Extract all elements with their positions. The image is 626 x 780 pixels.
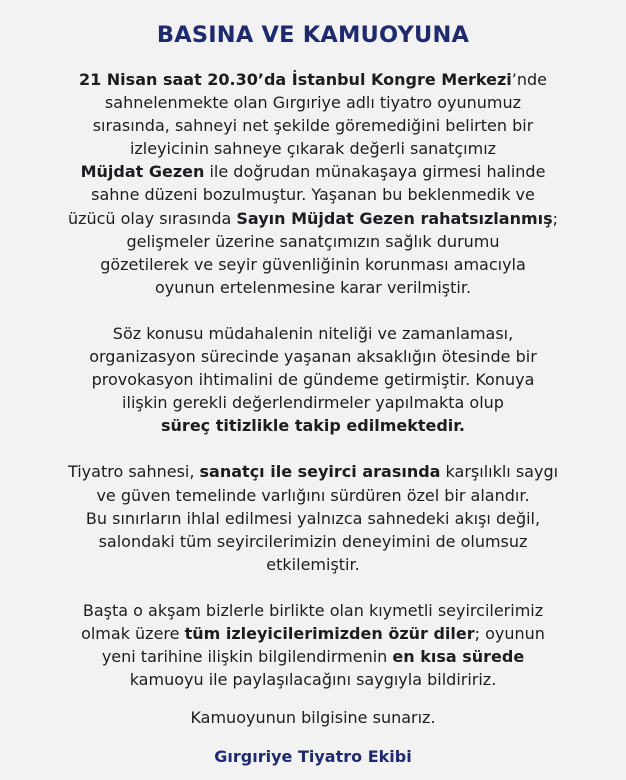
text-line <box>0 507 626 530</box>
statement-title: BASINA VE KAMUOYUNA <box>156 22 470 48</box>
text: ilişkin gerekli değerlendirmeler yapılmakta olup <box>122 393 504 413</box>
paragraph <box>0 68 626 299</box>
paragraph <box>0 460 626 575</box>
text: Söz konusu müdahalenin niteliği ve zamanlaması, <box>112 323 514 343</box>
text: gözetilerek ve seyir güvenliğinin korunması amacıyla <box>100 254 526 274</box>
bold-text: sanatçı ile seyirci arasında <box>199 462 441 482</box>
text: etkilemiştir. <box>266 554 360 574</box>
text: sahne düzeni bozulmuştur. Yaşanan bu beklenmedik ve <box>91 185 535 205</box>
bold-text: 21 Nisan saat 20.30’da İstanbul Kongre Merkezi <box>78 70 512 89</box>
text: karşılıklı saygı <box>440 462 559 482</box>
text: salondaki tüm seyircilerimizin deneyimini de olumsuz <box>98 531 528 551</box>
text-line <box>0 160 626 183</box>
text-line <box>0 183 626 206</box>
text-line <box>0 68 626 91</box>
text: Bu sınırların ihlal edilmesi yalnızca sahnedeki akışı değil, <box>85 508 541 528</box>
bold-text: tüm izleyicilerimizden özür diler <box>184 623 475 643</box>
text-line <box>0 599 626 622</box>
text-line <box>0 668 626 691</box>
text: ve güven temelinde varlığını sürdüren özel bir alandır. <box>96 485 530 505</box>
text: olmak üzere <box>81 623 185 643</box>
text-line <box>0 460 626 483</box>
text-line <box>0 91 626 114</box>
text-line <box>0 553 626 576</box>
text-line <box>0 391 626 414</box>
text-line <box>0 137 626 160</box>
text-line <box>0 530 626 553</box>
text-line <box>0 322 626 345</box>
text: organizasyon sürecinde yaşanan aksaklığın ötesinde bir <box>89 347 537 367</box>
text-line <box>0 645 626 668</box>
bold-text: Sayın Müjdat Gezen rahatsızlanmış <box>236 208 553 228</box>
text: ; oyunun <box>474 623 545 643</box>
text-line <box>0 230 626 253</box>
closing-line: Kamuoyunun bilgisine sunarız. <box>190 708 436 727</box>
text: sırasında, sahneyi net şekilde göremediğini belirten bir <box>92 116 534 136</box>
text-line <box>0 253 626 276</box>
text-line <box>0 276 626 299</box>
text-line <box>0 622 626 645</box>
signature: Gırgıriye Tiyatro Ekibi <box>214 747 412 766</box>
bold-text: en kısa sürede <box>392 647 525 667</box>
bold-text: Müjdat Gezen <box>80 162 205 182</box>
text: ile doğrudan münakaşaya girmesi halinde <box>204 162 546 182</box>
text-line <box>0 114 626 137</box>
paragraph <box>0 599 626 691</box>
text-line <box>0 207 626 230</box>
bold-text: süreç titizlikle takip edilmektedir. <box>161 416 465 436</box>
text: provokasyon ihtimalini de gündeme getirmiştir. Konuya <box>91 370 535 390</box>
text-line <box>0 368 626 391</box>
text: üzücü olay sırasında <box>67 208 237 228</box>
paragraph <box>0 322 626 437</box>
text: Tiyatro sahnesi, <box>67 462 200 482</box>
text: sahnelenmekte olan Gırgıriye adlı tiyatro oyunumuz <box>104 93 522 113</box>
statement-body <box>0 68 626 714</box>
text-line <box>0 345 626 368</box>
text: yeni tarihine ilişkin bilgilendirmenin <box>101 647 393 667</box>
text-line <box>0 484 626 507</box>
text: izleyicinin sahneye çıkarak değerli sanatçımız <box>129 139 497 159</box>
text: Başta o akşam bizlerle birlikte olan kıymetli seyircilerimiz <box>82 600 544 620</box>
text: ’nde <box>511 70 548 89</box>
text: kamuoyu ile paylaşılacağını saygıyla bildiririz. <box>129 670 497 690</box>
text: oyunun ertelenmesine karar verilmiştir. <box>154 277 472 297</box>
text-line <box>0 414 626 437</box>
text: ; <box>552 208 559 228</box>
text: gelişmeler üzerine sanatçımızın sağlık durumu <box>126 231 500 251</box>
